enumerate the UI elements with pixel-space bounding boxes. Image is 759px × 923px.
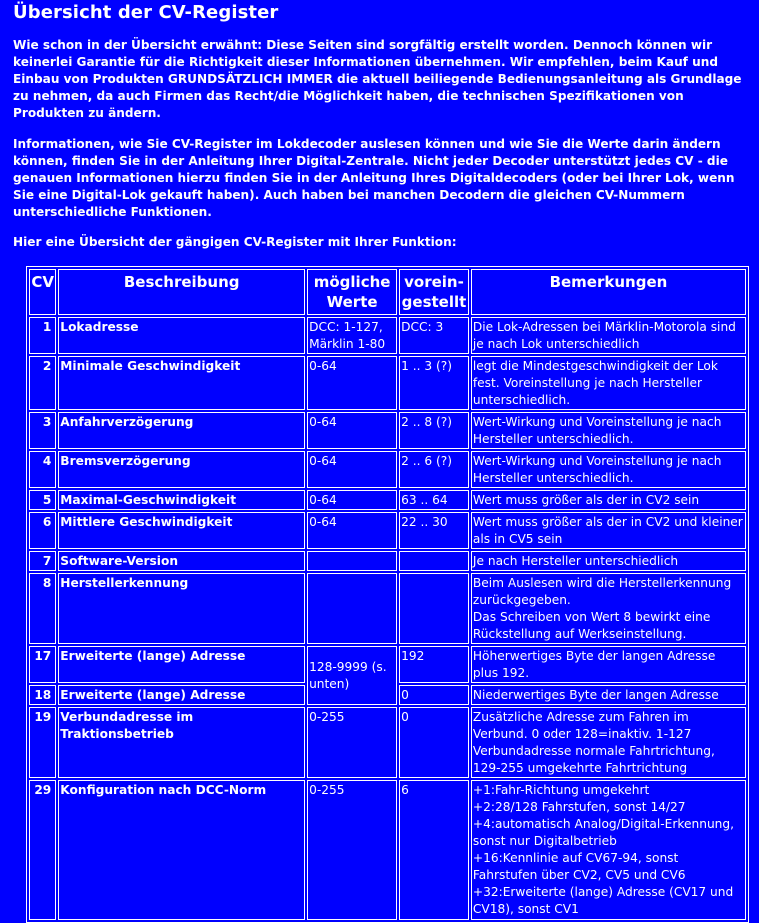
cv-default-value: 0 — [399, 707, 469, 778]
cv-number: 19 — [29, 707, 56, 778]
cv-possible-values: 0-255 — [307, 707, 397, 778]
cv-description: Mittlere Geschwindigkeit — [58, 512, 305, 549]
cv-possible-values: 0-64 — [307, 512, 397, 549]
cv-remarks-line: +1:Fahr-Richtung umgekehrt — [472, 783, 650, 797]
cv-number: 4 — [29, 451, 56, 488]
cv-description: Verbundadresse im Traktionsbetrieb — [58, 707, 305, 778]
cv-remarks — [471, 780, 746, 920]
cv-remarks: Niederwertiges Byte der langen Adresse — [471, 685, 746, 705]
cv-number: 1 — [29, 317, 56, 354]
table-row — [29, 780, 746, 920]
cv-remarks: Je nach Hersteller unterschiedlich — [471, 551, 746, 571]
cv-remarks: Zusätzliche Adresse zum Fahren im Verbund. 0 oder 128=inaktiv. 1-127 Verbundadresse normale Fahrtrichtung, 129-255 umgekehrte Fahrtrichtung — [471, 707, 746, 778]
table-row — [29, 573, 746, 644]
cv-number: 3 — [29, 412, 56, 449]
cv-number: 8 — [29, 573, 56, 644]
table-row — [29, 356, 746, 410]
table-row — [29, 490, 746, 510]
cv-remarks: Wert muss größer als der in CV2 und kleiner als in CV5 sein — [471, 512, 746, 549]
cv-possible-values: 128-9999 (s. unten) — [307, 646, 397, 705]
cv-remarks-line: +2:28/128 Fahrstufen, sonst 14/27 — [472, 800, 686, 814]
cv-possible-values: 0-255 — [307, 780, 397, 920]
cv-possible-values: 0-64 — [307, 490, 397, 510]
cv-description: Software-Version — [58, 551, 305, 571]
cv-default-value: DCC: 3 — [399, 317, 469, 354]
cv-possible-values: DCC: 1-127, Märklin 1-80 — [307, 317, 397, 354]
cv-default-value: 192 — [399, 646, 469, 683]
cv-possible-values: 0-64 — [307, 356, 397, 410]
table-row — [29, 317, 746, 354]
cv-number: 17 — [29, 646, 56, 683]
cv-remarks: Die Lok-Adressen bei Märklin-Motorola sind je nach Lok unterschiedlich — [471, 317, 746, 354]
cv-remarks — [471, 573, 746, 644]
cv-number: 29 — [29, 780, 56, 920]
cv-number: 6 — [29, 512, 56, 549]
disclaimer-paragraph: Wie schon in der Übersicht erwähnt: Diese Seiten sind sorgfältig erstellt worden. Dennoch können wir keinerlei Garantie für die Richtigkeit dieser Informationen übernehmen. Wir empfehlen, beim Kauf und Einbau von Produkten GRUNDSÄTZLICH IMMER die aktuell beiliegende Bedienungsanleitung als Grundlage zu nehmen, da auch Firmen das Recht/die Möglichkeit haben, die technischen Spezifikationen von Produkten zu ändern. — [13, 38, 742, 120]
table-row — [29, 551, 746, 571]
cv-possible-values: 0-64 — [307, 451, 397, 488]
cv-remarks: Wert-Wirkung und Voreinstellung je nach Hersteller unterschiedlich. — [471, 412, 746, 449]
cv-default-value — [399, 573, 469, 644]
cv-default-value: 2 .. 8 (?) — [399, 412, 469, 449]
cv-remarks-line: Beim Auslesen wird die Herstellerkennung zurückgegeben. — [472, 576, 732, 607]
cv-description: Erweiterte (lange) Adresse — [58, 646, 305, 683]
table-header-row — [29, 269, 746, 315]
page-title: Übersicht der CV-Register — [13, 2, 279, 23]
cv-number: 7 — [29, 551, 56, 571]
cv-description: Anfahrverzögerung — [58, 412, 305, 449]
cv-register-table — [26, 266, 749, 923]
cv-remarks-line: +4:automatisch Analog/Digital-Erkennung, sonst nur Digitalbetrieb — [472, 817, 735, 848]
cv-number: 2 — [29, 356, 56, 410]
cv-remarks-line: +16:Kennlinie auf CV67-94, sonst Fahrstufen über CV2, CV5 und CV6 — [472, 851, 686, 882]
header-cv: CV — [29, 269, 56, 315]
cv-description: Herstellerkennung — [58, 573, 305, 644]
cv-remarks: Höherwertiges Byte der langen Adresse plus 192. — [471, 646, 746, 683]
cv-number: 18 — [29, 685, 56, 705]
header-beschreibung: Beschreibung — [58, 269, 305, 315]
cv-number: 5 — [29, 490, 56, 510]
table-row — [29, 646, 746, 683]
cv-possible-values — [307, 551, 397, 571]
cv-remarks: legt die Mindestgeschwindigkeit der Lok fest. Voreinstellung je nach Hersteller unterschiedlich. — [471, 356, 746, 410]
cv-description: Minimale Geschwindigkeit — [58, 356, 305, 410]
table-row — [29, 412, 746, 449]
cv-possible-values: 0-64 — [307, 412, 397, 449]
cv-default-value: 22 .. 30 — [399, 512, 469, 549]
table-intro-paragraph: Hier eine Übersicht der gängigen CV-Register mit Ihrer Funktion: — [13, 235, 457, 249]
table-row — [29, 707, 746, 778]
cv-possible-values — [307, 573, 397, 644]
cv-default-value — [399, 551, 469, 571]
cv-description: Konfiguration nach DCC-Norm — [58, 780, 305, 920]
cv-description: Bremsverzögerung — [58, 451, 305, 488]
cv-remarks: Wert-Wirkung und Voreinstellung je nach Hersteller unterschiedlich. — [471, 451, 746, 488]
cv-default-value: 0 — [399, 685, 469, 705]
cv-remarks: Wert muss größer als der in CV2 sein — [471, 490, 746, 510]
cv-description: Maximal-Geschwindigkeit — [58, 490, 305, 510]
table-row — [29, 451, 746, 488]
cv-remarks-line: +32:Erweiterte (lange) Adresse (CV17 und CV18), sonst CV1 — [472, 885, 734, 916]
info-paragraph: Informationen, wie Sie CV-Register im Lokdecoder auslesen können und wie Sie die Werte darin ändern können, finden Sie in der Anleitung Ihrer Digital-Zentrale. Nicht jeder Decoder unterstützt jedes CV - die genauen Informationen hierzu finden Sie in der Anleitung Ihres Digitaldecoders (oder bei Ihrer Lok, wenn Sie eine Digital-Lok gekauft haben). Auch haben bei manchen Decodern die gleichen CV-Nummern unterschiedliche Funktionen. — [13, 137, 735, 219]
table-row — [29, 512, 746, 549]
header-moegliche-werte: mögliche Werte — [307, 269, 397, 315]
header-voreingestellt: vorein-gestellt — [399, 269, 469, 315]
cv-description: Lokadresse — [58, 317, 305, 354]
header-bemerkungen: Bemerkungen — [471, 269, 746, 315]
cv-description: Erweiterte (lange) Adresse — [58, 685, 305, 705]
cv-default-value: 2 .. 6 (?) — [399, 451, 469, 488]
cv-default-value: 1 .. 3 (?) — [399, 356, 469, 410]
cv-default-value: 6 — [399, 780, 469, 920]
cv-remarks-line: Das Schreiben von Wert 8 bewirkt eine Rückstellung auf Werkseinstellung. — [472, 610, 711, 641]
cv-default-value: 63 .. 64 — [399, 490, 469, 510]
